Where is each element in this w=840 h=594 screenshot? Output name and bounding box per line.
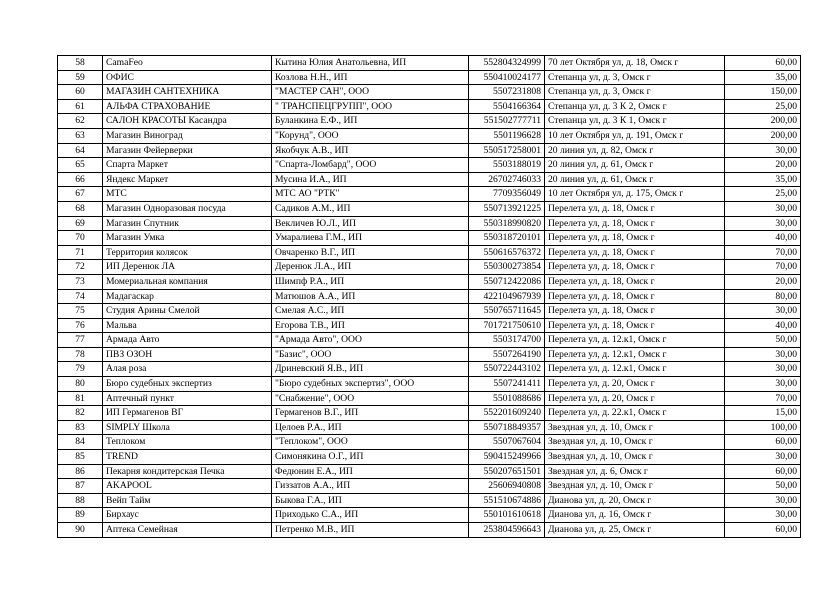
owner-cell: Гиззатов А.А., ИП	[272, 479, 469, 494]
table-row	[58, 99, 801, 114]
amount-cell: 30,00	[725, 508, 801, 523]
shop-name-cell: Магазин Фейерверки	[103, 143, 272, 158]
owner-cell: Симонякина О.Г., ИП	[272, 450, 469, 465]
amount-cell: 40,00	[725, 231, 801, 246]
row-number-cell: 88	[58, 493, 103, 508]
shop-name-cell: Магазин Спутник	[103, 216, 272, 231]
shop-name-cell: Аптека Семейная	[103, 523, 272, 538]
amount-cell: 60,00	[725, 523, 801, 538]
address-cell: Перелета ул, д. 18, Омск г	[545, 304, 725, 319]
shop-name-cell: SIMPLY Школа	[103, 420, 272, 435]
owner-cell: Садиков А.М., ИП	[272, 201, 469, 216]
row-number-cell: 69	[58, 216, 103, 231]
inn-cell: 550712422086	[469, 274, 545, 289]
amount-cell: 40,00	[725, 318, 801, 333]
address-cell: Перелета ул, д. 18, Омск г	[545, 245, 725, 260]
table-row	[58, 362, 801, 377]
shop-name-cell: CamaFeo	[103, 56, 272, 71]
address-cell: Перелета ул, д. 18, Омск г	[545, 260, 725, 275]
amount-cell: 150,00	[725, 85, 801, 100]
address-cell: Звездная ул, д. 10, Омск г	[545, 435, 725, 450]
shops-table	[57, 55, 801, 538]
table-row	[58, 128, 801, 143]
inn-cell: 550410024177	[469, 70, 545, 85]
table-row	[58, 406, 801, 421]
row-number-cell: 63	[58, 128, 103, 143]
shop-name-cell: ИП Деренюк ЛА	[103, 260, 272, 275]
amount-cell: 60,00	[725, 435, 801, 450]
amount-cell: 30,00	[725, 362, 801, 377]
table-row	[58, 158, 801, 173]
address-cell: Звездная ул, д. 6, Омск г	[545, 464, 725, 479]
owner-cell: Мусина И.А., ИП	[272, 172, 469, 187]
amount-cell: 20,00	[725, 158, 801, 173]
address-cell: Перелета ул, д. 20, Омск г	[545, 377, 725, 392]
owner-cell: Овчаренко В.Г., ИП	[272, 245, 469, 260]
row-number-cell: 72	[58, 260, 103, 275]
inn-cell: 422104967939	[469, 289, 545, 304]
owner-cell: Смелая А.С., ИП	[272, 304, 469, 319]
shop-name-cell: AKAPOOL	[103, 479, 272, 494]
shop-name-cell: Вейп Тайм	[103, 493, 272, 508]
amount-cell: 30,00	[725, 201, 801, 216]
table-row	[58, 493, 801, 508]
inn-cell: 550318990820	[469, 216, 545, 231]
inn-cell: 550616576372	[469, 245, 545, 260]
shop-name-cell: САЛОН КРАСОТЫ Касандра	[103, 114, 272, 129]
amount-cell: 20,00	[725, 274, 801, 289]
table-row	[58, 435, 801, 450]
owner-cell: "МАСТЕР САН", ООО	[272, 85, 469, 100]
row-number-cell: 74	[58, 289, 103, 304]
inn-cell: 253804596643	[469, 523, 545, 538]
row-number-cell: 73	[58, 274, 103, 289]
shop-name-cell: Студия Арины Смелой	[103, 304, 272, 319]
owner-cell: Егорова Т.В., ИП	[272, 318, 469, 333]
table-row	[58, 508, 801, 523]
owner-cell: "Снабжение", ООО	[272, 391, 469, 406]
inn-cell: 5503174700	[469, 333, 545, 348]
address-cell: Степанца ул, д. 3, Омск г	[545, 70, 725, 85]
table-row	[58, 450, 801, 465]
row-number-cell: 82	[58, 406, 103, 421]
shop-name-cell: Алая роза	[103, 362, 272, 377]
row-number-cell: 89	[58, 508, 103, 523]
table-row	[58, 56, 801, 71]
amount-cell: 30,00	[725, 347, 801, 362]
inn-cell: 5504166364	[469, 99, 545, 114]
row-number-cell: 58	[58, 56, 103, 71]
table-row	[58, 318, 801, 333]
table-row	[58, 289, 801, 304]
shop-name-cell: Пекарня кондитерская Печка	[103, 464, 272, 479]
row-number-cell: 79	[58, 362, 103, 377]
row-number-cell: 71	[58, 245, 103, 260]
shop-name-cell: Магазин Одноразовая посуда	[103, 201, 272, 216]
amount-cell: 70,00	[725, 260, 801, 275]
inn-cell: 5507231808	[469, 85, 545, 100]
owner-cell: МТС АО "РТК"	[272, 187, 469, 202]
shop-name-cell: МАГАЗИН САНТЕХНИКА	[103, 85, 272, 100]
amount-cell: 30,00	[725, 450, 801, 465]
address-cell: Звездная ул, д. 10, Омск г	[545, 479, 725, 494]
shop-name-cell: TREND	[103, 450, 272, 465]
row-number-cell: 60	[58, 85, 103, 100]
table-row	[58, 245, 801, 260]
owner-cell: "Корунд", ООО	[272, 128, 469, 143]
inn-cell: 590415249966	[469, 450, 545, 465]
inn-cell: 25606940808	[469, 479, 545, 494]
inn-cell: 5507241411	[469, 377, 545, 392]
inn-cell: 5503188019	[469, 158, 545, 173]
table-row	[58, 231, 801, 246]
owner-cell: Шимпф Р.А., ИП	[272, 274, 469, 289]
row-number-cell: 75	[58, 304, 103, 319]
row-number-cell: 62	[58, 114, 103, 129]
address-cell: Перелета ул, д. 18, Омск г	[545, 231, 725, 246]
amount-cell: 35,00	[725, 172, 801, 187]
amount-cell: 35,00	[725, 70, 801, 85]
inn-cell: 550713921225	[469, 201, 545, 216]
inn-cell: 5501196628	[469, 128, 545, 143]
inn-cell: 26702746033	[469, 172, 545, 187]
row-number-cell: 64	[58, 143, 103, 158]
table-row	[58, 377, 801, 392]
amount-cell: 50,00	[725, 333, 801, 348]
address-cell: 70 лет Октября ул, д. 18, Омск г	[545, 56, 725, 71]
row-number-cell: 81	[58, 391, 103, 406]
address-cell: Степанца ул, д. 3, Омск г	[545, 85, 725, 100]
amount-cell: 50,00	[725, 479, 801, 494]
address-cell: Степанца ул, д. 3 К 1, Омск г	[545, 114, 725, 129]
table-row	[58, 274, 801, 289]
row-number-cell: 65	[58, 158, 103, 173]
amount-cell: 70,00	[725, 245, 801, 260]
amount-cell: 100,00	[725, 420, 801, 435]
inn-cell: 552804324999	[469, 56, 545, 71]
shop-name-cell: ИП Гермагенов ВГ	[103, 406, 272, 421]
owner-cell: " ТРАНСПЕЦГРУПП", ООО	[272, 99, 469, 114]
address-cell: 20 линия ул, д. 61, Омск г	[545, 172, 725, 187]
table-row	[58, 391, 801, 406]
owner-cell: Приходько С.А., ИП	[272, 508, 469, 523]
address-cell: Перелета ул, д. 18, Омск г	[545, 274, 725, 289]
owner-cell: Быкова Г.А., ИП	[272, 493, 469, 508]
row-number-cell: 83	[58, 420, 103, 435]
table-row	[58, 85, 801, 100]
shop-name-cell: Бирхаус	[103, 508, 272, 523]
shop-name-cell: Мадагаскар	[103, 289, 272, 304]
row-number-cell: 80	[58, 377, 103, 392]
amount-cell: 80,00	[725, 289, 801, 304]
shop-name-cell: Магазин Умка	[103, 231, 272, 246]
table-row	[58, 333, 801, 348]
amount-cell: 30,00	[725, 216, 801, 231]
address-cell: Перелета ул, д. 22.к1, Омск г	[545, 406, 725, 421]
address-cell: Перелета ул, д. 18, Омск г	[545, 318, 725, 333]
inn-cell: 551510674886	[469, 493, 545, 508]
table-row	[58, 304, 801, 319]
inn-cell: 550718849357	[469, 420, 545, 435]
owner-cell: Деренюк Л.А., ИП	[272, 260, 469, 275]
address-cell: Перелета ул, д. 12.к1, Омск г	[545, 347, 725, 362]
shop-name-cell: Армада Авто	[103, 333, 272, 348]
shop-name-cell: ПВЗ ОЗОН	[103, 347, 272, 362]
shop-name-cell: Аптечный пункт	[103, 391, 272, 406]
row-number-cell: 67	[58, 187, 103, 202]
address-cell: 10 лет Октября ул, д. 175, Омск г	[545, 187, 725, 202]
inn-cell: 5501088686	[469, 391, 545, 406]
row-number-cell: 87	[58, 479, 103, 494]
shop-name-cell: Территория колясок	[103, 245, 272, 260]
shop-name-cell: Спарта Маркет	[103, 158, 272, 173]
amount-cell: 30,00	[725, 377, 801, 392]
amount-cell: 30,00	[725, 304, 801, 319]
table-row	[58, 172, 801, 187]
owner-cell: Гермагенов В.Г., ИП	[272, 406, 469, 421]
address-cell: Перелета ул, д. 18, Омск г	[545, 201, 725, 216]
row-number-cell: 85	[58, 450, 103, 465]
inn-cell: 550722443102	[469, 362, 545, 377]
owner-cell: Умаралиева Г.М., ИП	[272, 231, 469, 246]
shop-name-cell: Мальва	[103, 318, 272, 333]
row-number-cell: 84	[58, 435, 103, 450]
row-number-cell: 68	[58, 201, 103, 216]
row-number-cell: 78	[58, 347, 103, 362]
owner-cell: "Бюро судебных экспертиз", ООО	[272, 377, 469, 392]
shop-name-cell: Момериальная компания	[103, 274, 272, 289]
address-cell: Перелета ул, д. 12.к1, Омск г	[545, 333, 725, 348]
address-cell: Перелета ул, д. 20, Омск г	[545, 391, 725, 406]
owner-cell: Федюнин Е.А., ИП	[272, 464, 469, 479]
address-cell: Перелета ул, д. 18, Омск г	[545, 216, 725, 231]
row-number-cell: 66	[58, 172, 103, 187]
owner-cell: Матюшов А.А., ИП	[272, 289, 469, 304]
table-row	[58, 187, 801, 202]
owner-cell: Якобчук А.В., ИП	[272, 143, 469, 158]
shop-name-cell: Теплоком	[103, 435, 272, 450]
row-number-cell: 86	[58, 464, 103, 479]
inn-cell: 550318720101	[469, 231, 545, 246]
inn-cell: 7709356049	[469, 187, 545, 202]
shop-name-cell: МТС	[103, 187, 272, 202]
row-number-cell: 76	[58, 318, 103, 333]
amount-cell: 60,00	[725, 464, 801, 479]
inn-cell: 550207651501	[469, 464, 545, 479]
amount-cell: 25,00	[725, 187, 801, 202]
address-cell: 20 линия ул, д. 61, Омск г	[545, 158, 725, 173]
amount-cell: 30,00	[725, 143, 801, 158]
row-number-cell: 90	[58, 523, 103, 538]
owner-cell: Кытина Юлия Анатольевна, ИП	[272, 56, 469, 71]
amount-cell: 200,00	[725, 114, 801, 129]
owner-cell: "Армада Авто", ООО	[272, 333, 469, 348]
owner-cell: Дриневский Я.В., ИП	[272, 362, 469, 377]
amount-cell: 15,00	[725, 406, 801, 421]
inn-cell: 552201609240	[469, 406, 545, 421]
owner-cell: "Теплоком", ООО	[272, 435, 469, 450]
inn-cell: 550517258001	[469, 143, 545, 158]
address-cell: Перелета ул, д. 18, Омск г	[545, 289, 725, 304]
address-cell: 10 лет Октября ул, д. 191, Омск г	[545, 128, 725, 143]
address-cell: Дианова ул, д. 20, Омск г	[545, 493, 725, 508]
row-number-cell: 77	[58, 333, 103, 348]
inn-cell: 550765711645	[469, 304, 545, 319]
table-row	[58, 347, 801, 362]
amount-cell: 30,00	[725, 493, 801, 508]
amount-cell: 60,00	[725, 56, 801, 71]
owner-cell: Целоев Р.А., ИП	[272, 420, 469, 435]
table-row	[58, 464, 801, 479]
owner-cell: Векличев Ю.Л., ИП	[272, 216, 469, 231]
owner-cell: "Спарта-Ломбард", ООО	[272, 158, 469, 173]
row-number-cell: 59	[58, 70, 103, 85]
address-cell: Дианова ул, д. 16, Омск г	[545, 508, 725, 523]
table-row	[58, 201, 801, 216]
shop-name-cell: АЛЬФА СТРАХОВАНИЕ	[103, 99, 272, 114]
table-row	[58, 479, 801, 494]
table-row	[58, 70, 801, 85]
inn-cell: 5507067604	[469, 435, 545, 450]
owner-cell: Буланкина Е.Ф., ИП	[272, 114, 469, 129]
shop-name-cell: Яндекс Маркет	[103, 172, 272, 187]
address-cell: Перелета ул, д. 12.к1, Омск г	[545, 362, 725, 377]
amount-cell: 25,00	[725, 99, 801, 114]
inn-cell: 5507264190	[469, 347, 545, 362]
inn-cell: 550101610618	[469, 508, 545, 523]
table-row	[58, 216, 801, 231]
owner-cell: Козлова Н.Н., ИП	[272, 70, 469, 85]
address-cell: Звездная ул, д. 10, Омск г	[545, 420, 725, 435]
address-cell: Звездная ул, д. 10, Омск г	[545, 450, 725, 465]
table-body	[58, 56, 801, 538]
shop-name-cell: ОФИС	[103, 70, 272, 85]
owner-cell: "Базис", ООО	[272, 347, 469, 362]
address-cell: Степанца ул, д. 3 К 2, Омск г	[545, 99, 725, 114]
table-row	[58, 260, 801, 275]
owner-cell: Петренко М.В., ИП	[272, 523, 469, 538]
table-row	[58, 143, 801, 158]
amount-cell: 200,00	[725, 128, 801, 143]
address-cell: Дианова ул, д. 25, Омск г	[545, 523, 725, 538]
table-row	[58, 420, 801, 435]
row-number-cell: 61	[58, 99, 103, 114]
table-row	[58, 114, 801, 129]
table-row	[58, 523, 801, 538]
row-number-cell: 70	[58, 231, 103, 246]
address-cell: 20 линия ул, д. 82, Омск г	[545, 143, 725, 158]
amount-cell: 70,00	[725, 391, 801, 406]
shop-name-cell: Магазин Виноград	[103, 128, 272, 143]
inn-cell: 551502777711	[469, 114, 545, 129]
inn-cell: 550300273854	[469, 260, 545, 275]
inn-cell: 701721750610	[469, 318, 545, 333]
shop-name-cell: Бюро судебных экспертиз	[103, 377, 272, 392]
